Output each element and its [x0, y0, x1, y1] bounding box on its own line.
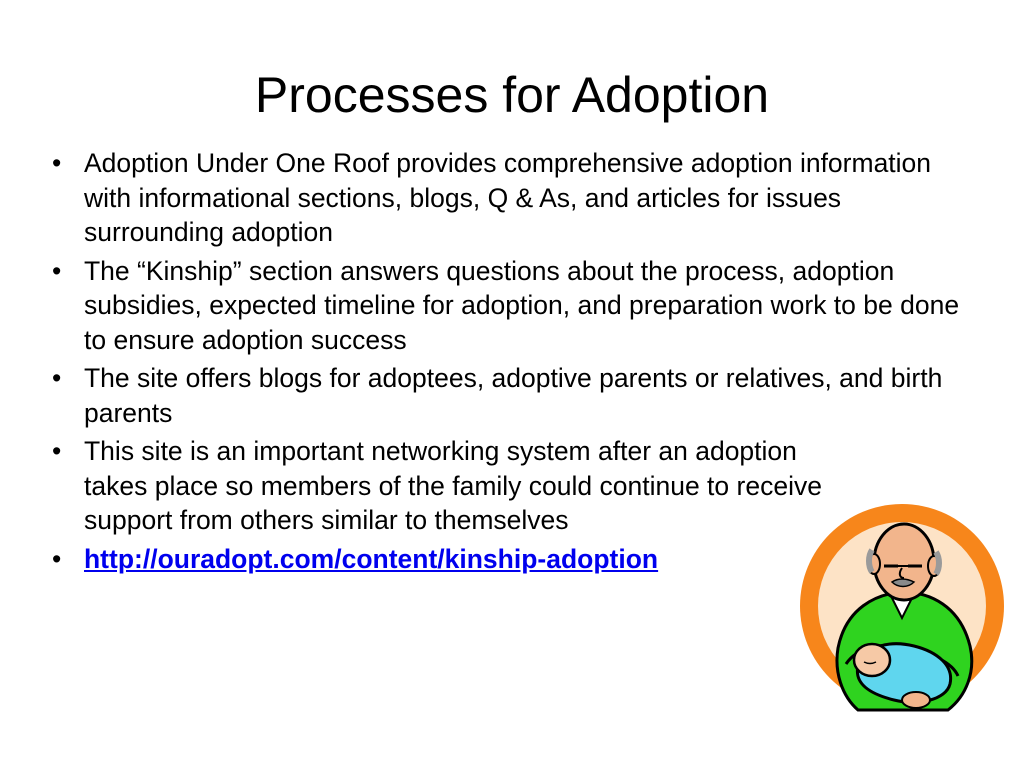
- bullet-item: [52, 361, 972, 430]
- bullet-item: [52, 146, 972, 250]
- bullet-dot: •: [52, 148, 62, 178]
- slide-title: Processes for Adoption: [254, 67, 770, 123]
- bullet-text: This site is an important networking system after an adoption takes place so members of the family could continue to receive support from others similar to themselves: [84, 436, 822, 535]
- bullet-text: The site offers blogs for adoptees, adoptive parents or relatives, and birth parents: [84, 363, 943, 428]
- bullet-text: Adoption Under One Roof provides comprehensive adoption information with informational sections, blogs, Q & As, and articles for issues surrounding adoption: [84, 148, 932, 247]
- bullet-dot: •: [52, 255, 62, 286]
- grandfather-holding-baby-icon: [798, 496, 1008, 718]
- bullet-item: [52, 434, 839, 538]
- bullet-text: The “Kinship” section answers questions about the process, adoption subsidies, expected timeline for adoption, and preparation work to be done to ensure adoption success: [84, 255, 960, 355]
- bullet-dot: •: [52, 363, 62, 393]
- kinship-adoption-link[interactable]: http://ouradopt.com/content/kinship-adoption: [84, 543, 659, 574]
- bullet-dot: •: [52, 436, 62, 466]
- bullet-item: [52, 254, 972, 358]
- bullet-dot: •: [52, 543, 62, 574]
